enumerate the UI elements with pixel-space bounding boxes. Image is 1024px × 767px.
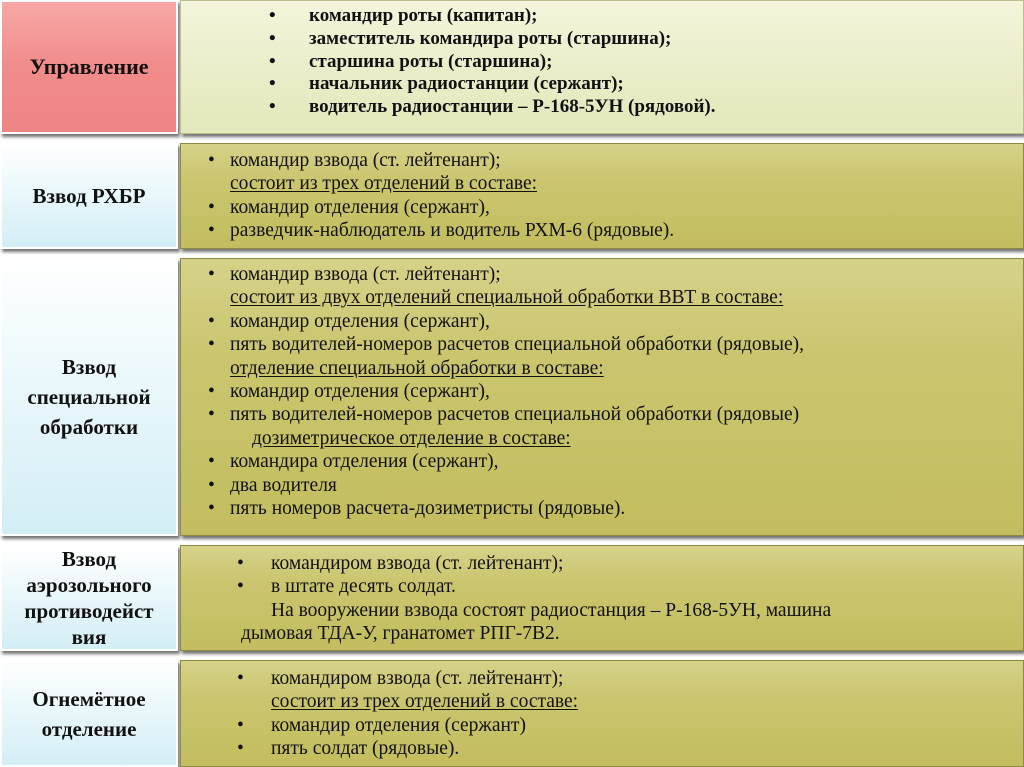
list-item: состоит из двух отделений специальной обработки ВВТ в составе: (230, 287, 784, 309)
list-item: • разведчик-наблюдатель и водитель РХМ-6 (рядовые). (208, 220, 675, 242)
row-label-management (0, 0, 178, 134)
list-item: состоит из трех отделений в составе: (271, 691, 579, 713)
list-item: • пять номеров расчета-дозиметристы (рядовые). (208, 498, 626, 520)
list-item: дымовая ТДА-У, гранатомет РПГ-7В2. (241, 623, 560, 645)
row-label-line: Взвод (61, 547, 117, 571)
row-flamethrower-section (0, 660, 1024, 767)
row-label-aerosol-platoon (0, 545, 178, 651)
row-content-aerosol-platoon (180, 545, 1024, 651)
row-aerosol-platoon (0, 545, 1024, 651)
list-item: • в штате десять солдат. (237, 576, 456, 598)
list-item: • командир отделения (сержант), (208, 381, 490, 403)
list-item: • начальник радиостанции (сержант); (269, 73, 624, 95)
list-item: • заместитель командира роты (старшина); (269, 27, 672, 49)
list-item: • пять солдат (рядовые). (237, 738, 460, 760)
row-label-text: Управление (29, 54, 149, 79)
row-label-line: аэрозольного (26, 573, 152, 597)
list-item: • командир взвода (ст. лейтенант); (208, 150, 501, 171)
list-item: • командиром взвода (ст. лейтенант); (237, 668, 564, 689)
row-label-line: Взвод (61, 355, 117, 379)
row-management (0, 0, 1024, 134)
row-label-text: Взвод РХБР (32, 184, 146, 208)
list-item: • командир взвода (ст. лейтенант); (208, 264, 501, 285)
row-label-line: специальной (27, 385, 151, 409)
row-rhbr-platoon (0, 143, 1024, 249)
row-content-rhbr-platoon (180, 143, 1024, 249)
row-label-flamethrower-section (0, 660, 178, 767)
row-label-line: противодейст (24, 599, 154, 623)
list-item: • два водителя (208, 474, 337, 496)
list-item: • командир отделения (сержант), (208, 196, 490, 218)
list-item: • командир отделения (сержант), (208, 310, 490, 332)
list-item: • пять водителей-номеров расчетов специальной обработки (рядовые) (208, 404, 800, 426)
row-content-management (180, 0, 1024, 134)
list-item: На вооружении взвода состоят радиостанция – Р-168-5УН, машина (271, 599, 832, 621)
row-label-special-treatment-platoon (0, 258, 178, 536)
row-label-rhbr-platoon (0, 143, 178, 249)
row-label-line: вия (71, 625, 107, 649)
row-content-flamethrower-section (180, 660, 1024, 767)
list-item: • пять водителей-номеров расчетов специальной обработки (рядовые), (208, 334, 805, 356)
item-list (269, 5, 1023, 119)
list-item: • командира отделения (сержант), (208, 451, 499, 473)
row-special-treatment-platoon (0, 258, 1024, 536)
list-item: состоит из трех отделений в составе: (230, 173, 538, 195)
list-item: дозиметрическое отделение в составе: (252, 427, 571, 449)
row-label-line: Огнемётное (32, 686, 146, 711)
list-item: • водитель радиостанции – Р-168-5УН (рядовой). (269, 96, 716, 118)
list-item: • старшина роты (старшина); (269, 50, 553, 72)
item-list (208, 149, 1023, 243)
list-item: • командир роты (капитан); (269, 5, 538, 26)
list-item: • командиром взвода (ст. лейтенант); (237, 553, 564, 574)
list-item: • командир отделения (сержант) (237, 714, 526, 736)
item-list (237, 552, 1023, 646)
row-label-line: обработки (39, 415, 139, 439)
item-list (208, 263, 1023, 520)
item-list (237, 667, 1023, 761)
row-content-special-treatment-platoon (180, 258, 1024, 536)
list-item: отделение специальной обработки в составе: (230, 357, 604, 379)
row-label-line: отделение (41, 716, 137, 741)
